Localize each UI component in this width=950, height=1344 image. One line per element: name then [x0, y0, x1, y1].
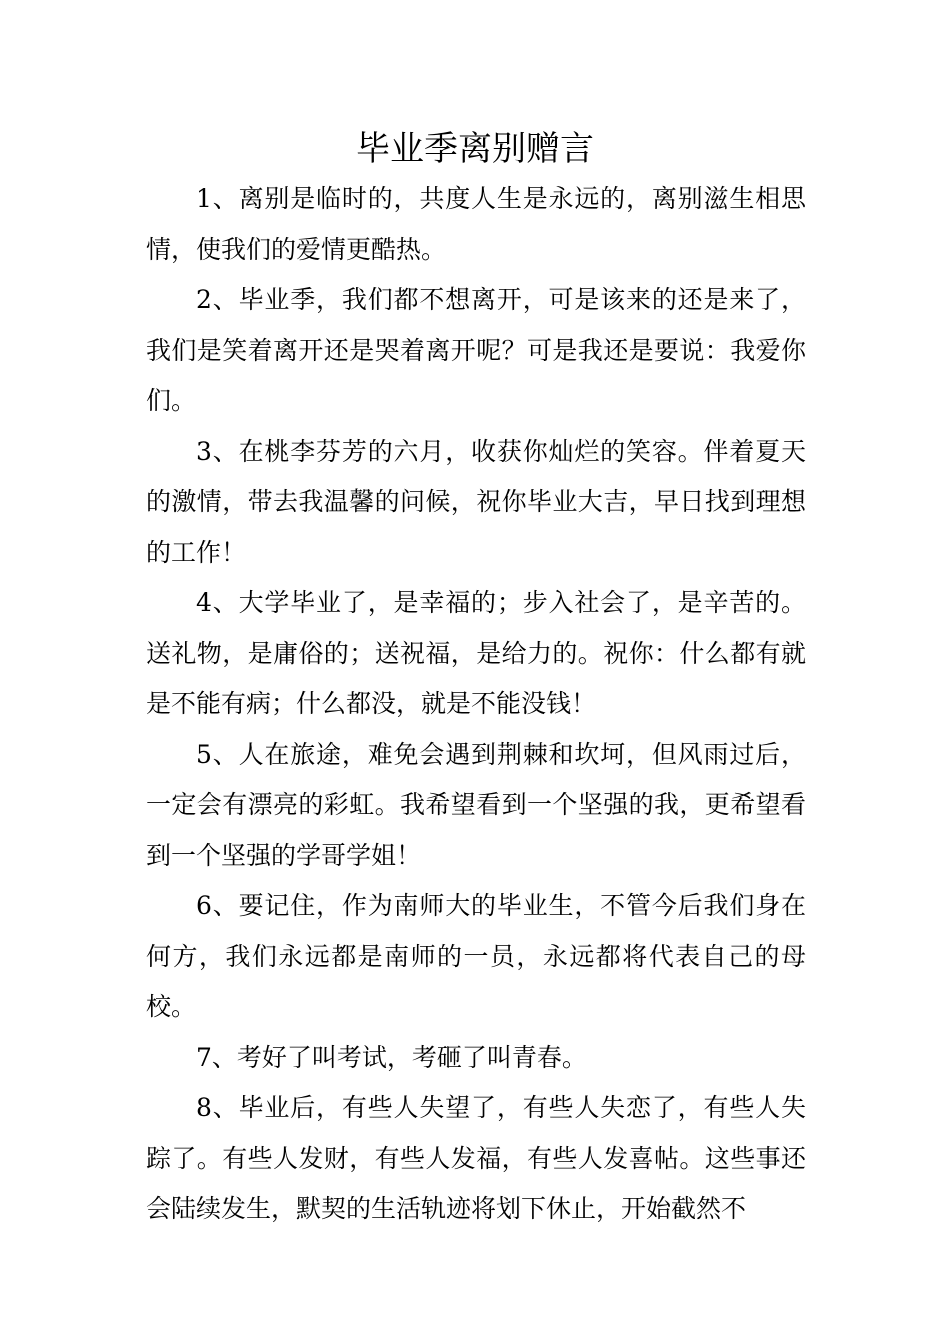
document-body [146, 174, 806, 1235]
paragraph-8: 8、毕业后，有些人失望了，有些人失恋了，有些人失踪了。有些人发财，有些人发福，有些人发喜帖。这些事还会陆续发生，默契的生活轨迹将划下休止，开始截然不 [146, 1093, 806, 1223]
paragraph-6: 6、要记住，作为南师大的毕业生，不管今后我们身在何方，我们永远都是南师的一员，永远都将代表自己的母校。 [146, 891, 806, 1021]
paragraph-3: 3、在桃李芬芳的六月，收获你灿烂的笑容。伴着夏天的激情，带去我温馨的问候，祝你毕业大吉，早日找到理想的工作！ [146, 436, 806, 567]
paragraph-4: 4、大学毕业了，是幸福的；步入社会了，是辛苦的。送礼物，是庸俗的；送祝福，是给力的。祝你：什么都有就是不能有病；什么都没，就是不能没钱！ [146, 588, 806, 718]
document-title: 毕业季离别赠言 [356, 129, 594, 169]
paragraph-5: 5、人在旅途，难免会遇到荆棘和坎坷，但风雨过后，一定会有漂亮的彩虹。我希望看到一个坚强的我，更希望看到一个坚强的学哥学姐！ [146, 739, 806, 870]
paragraph-7: 7、考好了叫考试，考砸了叫青春。 [196, 1042, 587, 1072]
paragraph-1: 1、离别是临时的，共度人生是永远的，离别滋生相思情，使我们的爱情更酷热。 [146, 184, 806, 264]
paragraph-2: 2、毕业季，我们都不想离开，可是该来的还是来了，我们是笑着离开还是哭着离开呢？可是我还是要说：我爱你们。 [146, 285, 806, 415]
